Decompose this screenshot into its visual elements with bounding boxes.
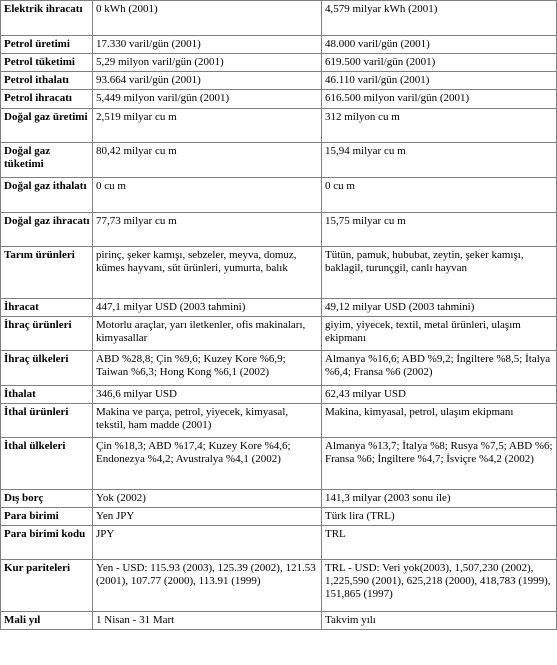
row-label-cell: İthalat [1,386,93,404]
row-label-cell: İhraç ürünleri [1,317,93,351]
value-cell-first: JPY [93,526,322,560]
table-row [1,36,557,54]
value-cell-first: 5,449 milyon varil/gün (2001) [93,90,322,109]
value-cell-second: 141,3 milyar (2003 sonu ile) [322,490,557,508]
value-cell-first: Yen - USD: 115.93 (2003), 125.39 (2002), 121.53 (2001), 107.77 (2000), 113.91 (1999) [93,560,322,612]
row-label-cell: Petrol üretimi [1,36,93,54]
row-label-cell: İthal ürünleri [1,404,93,438]
value-cell-first: 80,42 milyar cu m [93,143,322,178]
table-row [1,109,557,143]
row-label-cell: Para birimi [1,508,93,526]
row-label-cell: Elektrik ihracatı [1,1,93,36]
row-label-cell: İthal ülkeleri [1,438,93,490]
value-cell-first: Motorlu araçlar, yarı iletkenler, ofis makinaları, kimyasallar [93,317,322,351]
value-cell-second: 15,94 milyar cu m [322,143,557,178]
value-cell-first: ABD %28,8; Çin %9,6; Kuzey Kore %6,9; Taiwan %6,3; Hong Kong %6,1 (2002) [93,351,322,386]
row-label-cell: İhraç ülkeleri [1,351,93,386]
row-label-cell: İhracat [1,299,93,317]
value-cell-first: 93.664 varil/gün (2001) [93,72,322,90]
table-row [1,438,557,490]
row-label-cell: Kur pariteleri [1,560,93,612]
table-row [1,1,557,36]
row-label-cell: Petrol ihracatı [1,90,93,109]
row-label-cell: Mali yıl [1,612,93,630]
row-label-cell: Dış borç [1,490,93,508]
value-cell-first: 447,1 milyar USD (2003 tahmini) [93,299,322,317]
value-cell-first: 0 kWh (2001) [93,1,322,36]
table-row [1,143,557,178]
value-cell-second: 4,579 milyar kWh (2001) [322,1,557,36]
value-cell-first: 2,519 milyar cu m [93,109,322,143]
row-label-cell: Doğal gaz tüketimi [1,143,93,178]
table-row [1,247,557,299]
row-label-cell: Doğal gaz ihracatı [1,213,93,247]
table-row [1,386,557,404]
value-cell-second: 62,43 milyar USD [322,386,557,404]
value-cell-second: Almanya %16,6; ABD %9,2; İngiltere %8,5; İtalya %6,4; Fransa %6 (2002) [322,351,557,386]
table-row [1,490,557,508]
value-cell-first: 17.330 varil/gün (2001) [93,36,322,54]
table-body [1,1,557,630]
value-cell-second: Tütün, pamuk, hububat, zeytin, şeker kamışı, baklagil, turunçgil, canlı hayvan [322,247,557,299]
value-cell-first: 0 cu m [93,178,322,213]
value-cell-first: pirinç, şeker kamışı, sebzeler, meyva, domuz, kümes hayvanı, süt ürünleri, yumurta, balık [93,247,322,299]
table-row [1,351,557,386]
table-row [1,404,557,438]
row-label-cell: Doğal gaz üretimi [1,109,93,143]
table-row [1,213,557,247]
value-cell-first: 1 Nisan - 31 Mart [93,612,322,630]
value-cell-second: giyim, yiyecek, textil, metal ürünleri, ulaşım ekipmanı [322,317,557,351]
value-cell-second: 619.500 varil/gün (2001) [322,54,557,72]
row-label-cell: Petrol ithalatı [1,72,93,90]
table-row [1,526,557,560]
value-cell-first: Çin %18,3; ABD %17,4; Kuzey Kore %4,6; Endonezya %4,2; Avustralya %4,1 (2002) [93,438,322,490]
value-cell-first: Makina ve parça, petrol, yiyecek, kimyasal, tekstil, ham madde (2001) [93,404,322,438]
value-cell-second: 15,75 milyar cu m [322,213,557,247]
value-cell-second: Almanya %13,7; İtalya %8; Rusya %7,5; ABD %6; Fransa %6; İngiltere %4,7; İsviçre %4,2 (2002) [322,438,557,490]
table-row [1,54,557,72]
table-row [1,560,557,612]
value-cell-second: TRL - USD: Veri yok(2003), 1,507,230 (2002), 1,225,590 (2001), 625,218 (2000), 418,783 (1999), 151,865 (1997) [322,560,557,612]
value-cell-first: 5,29 milyon varil/gün (2001) [93,54,322,72]
row-label-cell: Doğal gaz ithalatı [1,178,93,213]
value-cell-second: 48.000 varil/gün (2001) [322,36,557,54]
value-cell-second: 46.110 varil/gün (2001) [322,72,557,90]
table-row [1,612,557,630]
table-row [1,90,557,109]
table-row [1,72,557,90]
value-cell-second: 49,12 milyar USD (2003 tahmini) [322,299,557,317]
value-cell-first: 346,6 milyar USD [93,386,322,404]
table-row [1,178,557,213]
value-cell-second: Takvim yılı [322,612,557,630]
value-cell-second: 0 cu m [322,178,557,213]
value-cell-second: Türk lira (TRL) [322,508,557,526]
value-cell-first: 77,73 milyar cu m [93,213,322,247]
value-cell-second: TRL [322,526,557,560]
value-cell-second: Makina, kimyasal, petrol, ulaşım ekipmanı [322,404,557,438]
value-cell-first: Yok (2002) [93,490,322,508]
value-cell-second: 616.500 milyon varil/gün (2001) [322,90,557,109]
row-label-cell: Tarım ürünleri [1,247,93,299]
row-label-cell: Petrol tüketimi [1,54,93,72]
value-cell-second: 312 milyon cu m [322,109,557,143]
row-label-cell: Para birimi kodu [1,526,93,560]
table-row [1,299,557,317]
table-row [1,317,557,351]
value-cell-first: Yen JPY [93,508,322,526]
table-row [1,508,557,526]
